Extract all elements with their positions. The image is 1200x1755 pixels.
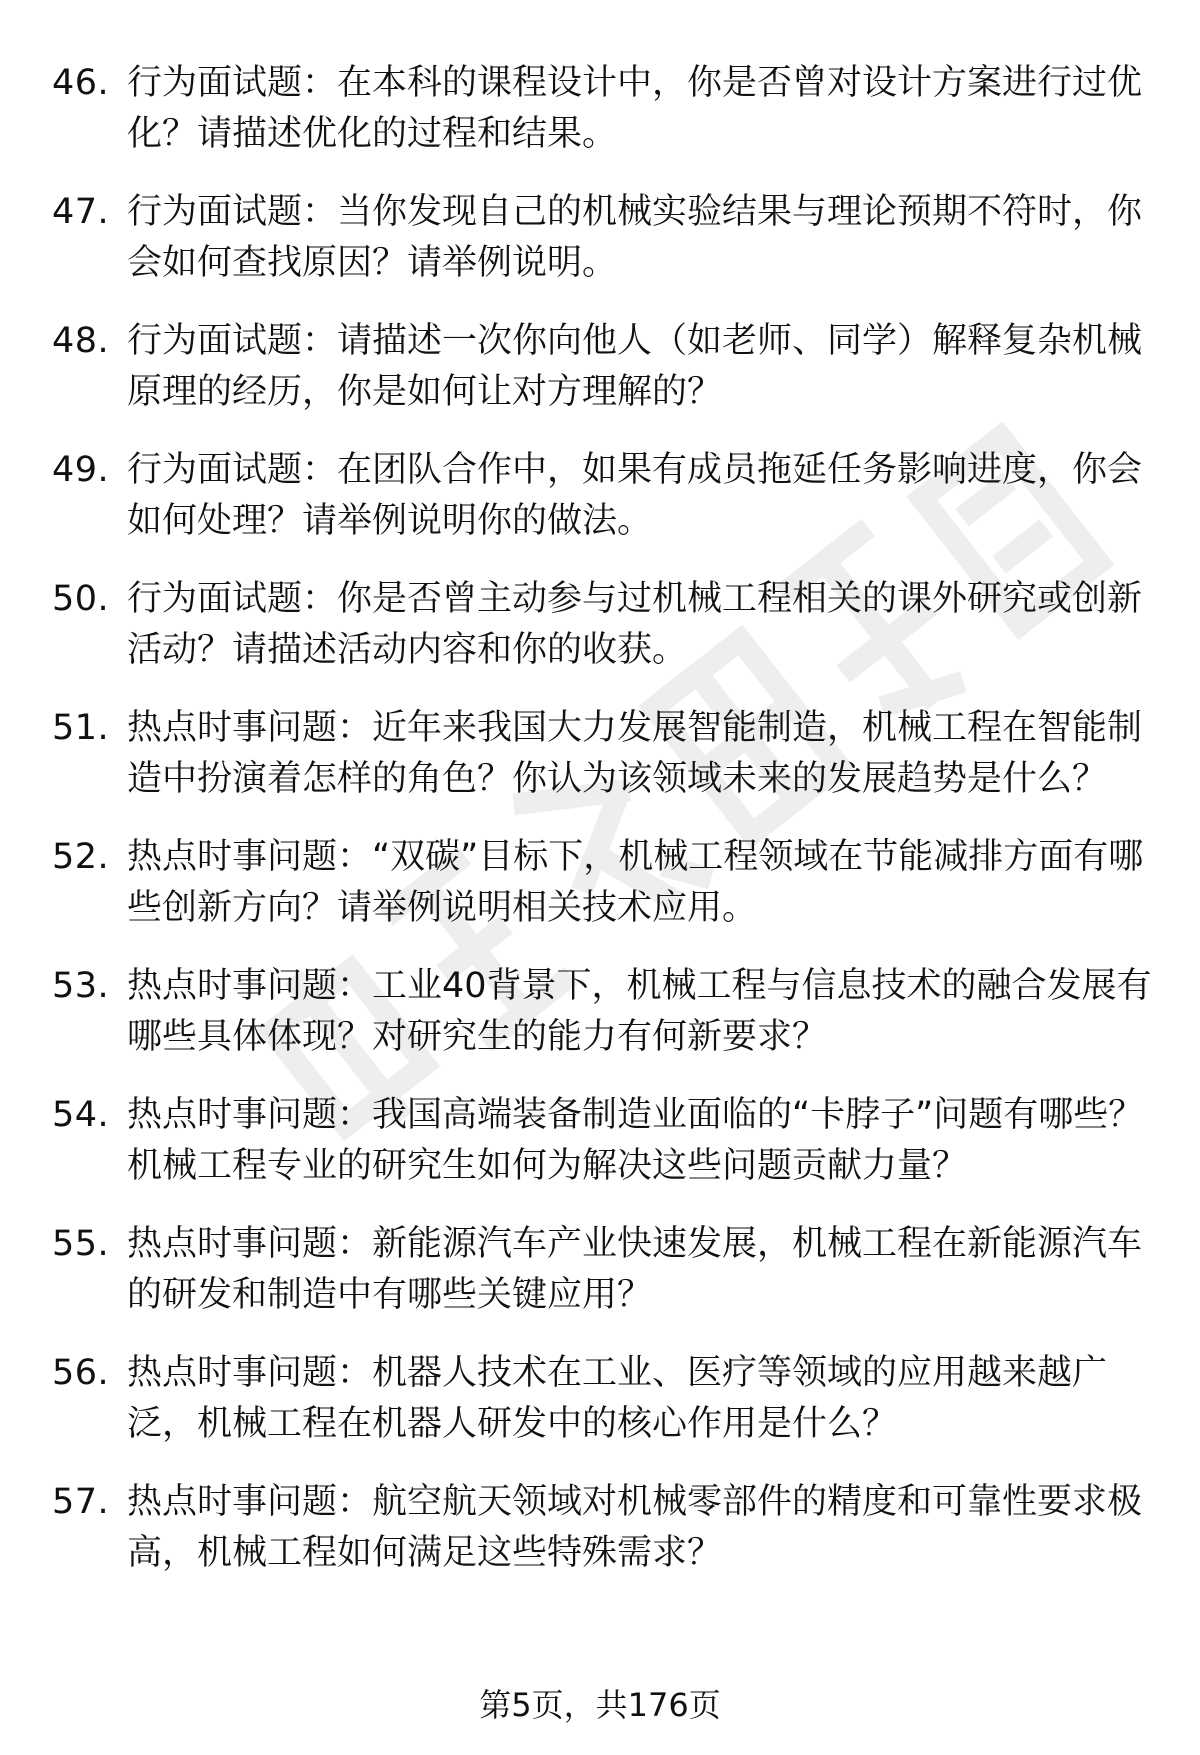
question-number: 52.	[52, 837, 110, 877]
question-text: 行为面试题：你是否曾主动参与过机械工程相关的课外研究或创新活动？请描述活动内容和你的收获。	[127, 579, 1143, 670]
question-item	[52, 832, 1152, 934]
question-item	[52, 574, 1152, 676]
question-text: 热点时事问题：航空航天领域对机械零部件的精度和可靠性要求极高，机械工程如何满足这些特殊需求？	[127, 1482, 1143, 1573]
question-list	[52, 58, 1152, 1606]
question-item	[52, 187, 1152, 289]
question-item	[52, 961, 1152, 1063]
question-number: 55.	[52, 1224, 110, 1264]
question-text: 热点时事问题：我国高端装备制造业面临的“卡脖子”问题有哪些？机械工程专业的研究生如何为解决这些问题贡献力量？	[127, 1095, 1144, 1186]
question-item	[52, 1090, 1152, 1192]
question-number: 50.	[52, 579, 110, 619]
question-number: 46.	[52, 63, 110, 103]
question-number: 49.	[52, 450, 110, 490]
question-item	[52, 1219, 1152, 1321]
question-text: 热点时事问题：近年来我国大力发展智能制造，机械工程在智能制造中扮演着怎样的角色？你认为该领域未来的发展趋势是什么？	[127, 708, 1143, 799]
question-number: 56.	[52, 1353, 110, 1393]
question-number: 53.	[52, 966, 110, 1006]
question-item	[52, 445, 1152, 547]
question-text: 行为面试题：请描述一次你向他人（如老师、同学）解释复杂机械原理的经历，你是如何让对方理解的？	[127, 321, 1143, 412]
question-number: 54.	[52, 1095, 110, 1135]
question-number: 48.	[52, 321, 110, 361]
question-number: 47.	[52, 192, 110, 232]
question-text: 行为面试题：当你发现自己的机械实验结果与理论预期不符时，你会如何查找原因？请举例说明。	[127, 192, 1143, 283]
question-text: 热点时事问题：机器人技术在工业、医疗等领域的应用越来越广泛，机械工程在机器人研发中的核心作用是什么？	[127, 1353, 1108, 1444]
question-text: 热点时事问题：“双碳”目标下，机械工程领域在节能减排方面有哪些创新方向？请举例说明相关技术应用。	[127, 837, 1144, 928]
question-item	[52, 1477, 1152, 1579]
question-text: 行为面试题：在团队合作中，如果有成员拖延任务影响进度，你会如何处理？请举例说明你的做法。	[127, 450, 1143, 541]
question-text: 热点时事问题：新能源汽车产业快速发展，机械工程在新能源汽车的研发和制造中有哪些关键应用？	[127, 1224, 1143, 1315]
page-footer	[0, 1685, 1200, 1725]
question-item	[52, 703, 1152, 805]
question-text: 热点时事问题：工业40背景下，机械工程与信息技术的融合发展有哪些具体体现？对研究生的能力有何新要求？	[127, 966, 1152, 1057]
question-number: 51.	[52, 708, 110, 748]
question-item	[52, 1348, 1152, 1450]
question-number: 57.	[52, 1482, 110, 1522]
question-item	[52, 316, 1152, 418]
page-number-label: 第5页，共176页	[479, 1686, 721, 1724]
question-text: 行为面试题：在本科的课程设计中，你是否曾对设计方案进行过优化？请描述优化的过程和结果。	[127, 63, 1143, 154]
question-item	[52, 58, 1152, 160]
